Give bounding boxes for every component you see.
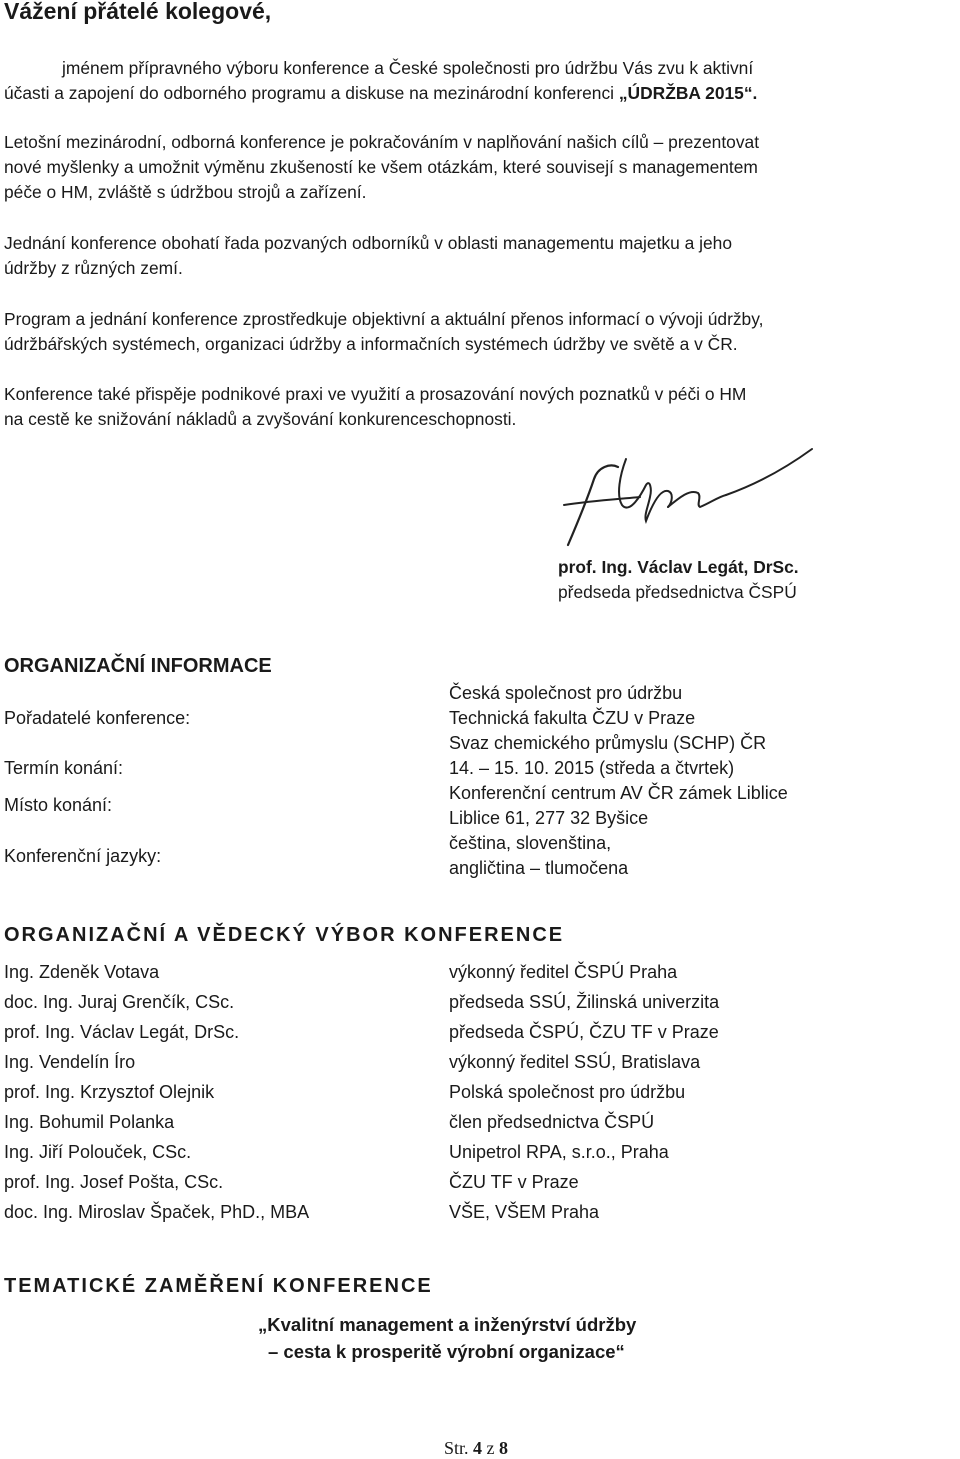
signatory-name: prof. Ing. Václav Legát, DrSc. xyxy=(558,557,799,577)
page-separator: z xyxy=(482,1438,500,1458)
committee-member-name: Ing. Jiří Polouček, CSc. xyxy=(4,1142,192,1162)
committee-member-role: Polská společnost pro údržbu xyxy=(449,1082,686,1102)
committee-member-role: VŠE, VŠEM Praha xyxy=(449,1202,600,1222)
venue-line-2: Liblice 61, 277 32 Byšice xyxy=(449,808,649,828)
committee-member-name: doc. Ing. Juraj Grenčík, CSc. xyxy=(4,992,235,1012)
committee-member-role: výkonný ředitel SSÚ, Bratislava xyxy=(449,1052,701,1072)
date-value: 14. – 15. 10. 2015 (středa a čtvrtek) xyxy=(449,758,735,778)
paragraph-1-line-1: Letošní mezinárodní, odborná konference je pokračováním v naplňování našich cílů – prezentovat xyxy=(4,132,760,152)
committee-member-name: Ing. Vendelín Íro xyxy=(4,1052,136,1072)
languages-line-2: angličtina – tlumočena xyxy=(449,858,629,878)
committee-member-name: Ing. Bohumil Polanka xyxy=(4,1112,175,1132)
paragraph-4-line-1: Konference také přispěje podnikové praxi ve využití a prosazování nových poznatků v péči o HM xyxy=(4,384,747,404)
committee-member-name: prof. Ing. Krzysztof Olejnik xyxy=(4,1082,215,1102)
committee-title: ORGANIZAČNÍ A VĚDECKÝ VÝBOR KONFERENCE xyxy=(4,924,565,946)
date-label: Termín konání: xyxy=(4,758,124,778)
committee-member-name: doc. Ing. Miroslav Špaček, PhD., MBA xyxy=(4,1202,310,1222)
languages-label: Konferenční jazyky: xyxy=(4,846,162,866)
page-prefix: Str. xyxy=(444,1438,474,1458)
venue-line-1: Konferenční centrum AV ČR zámek Liblice xyxy=(449,783,788,803)
organizers-label: Pořadatelé konference: xyxy=(4,708,191,728)
total-pages: 8 xyxy=(499,1438,509,1458)
committee-member-role: výkonný ředitel ČSPÚ Praha xyxy=(449,962,678,982)
signature-image xyxy=(560,445,820,550)
venue-label: Místo konání: xyxy=(4,795,113,815)
committee-member-name: prof. Ing. Josef Pošta, CSc. xyxy=(4,1172,224,1192)
theme-line-1: „Kvalitní management a inženýrství údržby xyxy=(258,1314,637,1335)
committee-member-name: prof. Ing. Václav Legát, DrSc. xyxy=(4,1022,240,1042)
committee-member-role: předseda ČSPÚ, ČZU TF v Praze xyxy=(449,1022,719,1042)
theme-title: TEMATICKÉ ZAMĚŘENÍ KONFERENCE xyxy=(4,1275,433,1297)
paragraph-1-line-2: nové myšlenky a umožnit výměnu zkušeností ke všem otázkám, které souvisejí s managementem xyxy=(4,157,758,177)
organizer-2: Technická fakulta ČZU v Praze xyxy=(449,708,696,728)
organizer-3: Svaz chemického průmyslu (SCHP) ČR xyxy=(449,733,767,753)
intro-line-2 xyxy=(4,83,757,104)
languages-line-1: čeština, slovenština, xyxy=(449,833,612,853)
paragraph-2-line-2: údržby z různých zemí. xyxy=(4,258,183,278)
paragraph-2-line-1: Jednání konference obohatí řada pozvaných odborníků v oblasti managementu majetku a jeho xyxy=(4,233,732,253)
paragraph-4-line-2: na cestě ke snižování nákladů a zvyšování konkurenceschopnosti. xyxy=(4,409,517,429)
committee-member-name: Ing. Zdeněk Votava xyxy=(4,962,160,982)
organizer-1: Česká společnost pro údržbu xyxy=(449,683,683,703)
conference-name: „ÚDRŽBA 2015“. xyxy=(618,83,758,103)
intro-line-1: jménem přípravného výboru konference a České společnosti pro údržbu Vás zvu k aktivní xyxy=(62,58,754,78)
committee-member-role: člen předsednictva ČSPÚ xyxy=(449,1112,655,1132)
committee-member-role: ČZU TF v Praze xyxy=(449,1172,579,1192)
signatory-role: předseda předsednictva ČSPÚ xyxy=(558,582,797,602)
paragraph-1-line-3: péče o HM, zvláště s údržbou strojů a zařízení. xyxy=(4,182,367,202)
current-page: 4 xyxy=(473,1438,483,1458)
greeting: Vážení přátelé kolegové, xyxy=(4,0,272,24)
intro-line-2-text: účasti a zapojení do odborného programu a diskuse na mezinárodní konferenci xyxy=(4,83,619,103)
paragraph-3-line-1: Program a jednání konference zprostředkuje objektivní a aktuální přenos informací o vývoji údržby, xyxy=(4,309,764,329)
paragraph-3-line-2: údržbářských systémech, organizaci údržby a informačních systémech údržby ve světě a v ČR. xyxy=(4,334,738,354)
org-info-title: ORGANIZAČNÍ INFORMACE xyxy=(4,655,272,677)
committee-member-role: předseda SSÚ, Žilinská univerzita xyxy=(449,992,720,1012)
committee-member-role: Unipetrol RPA, s.r.o., Praha xyxy=(449,1142,669,1162)
theme-line-2: – cesta k prosperitě výrobní organizace“ xyxy=(268,1341,625,1362)
page-number xyxy=(444,1438,508,1459)
